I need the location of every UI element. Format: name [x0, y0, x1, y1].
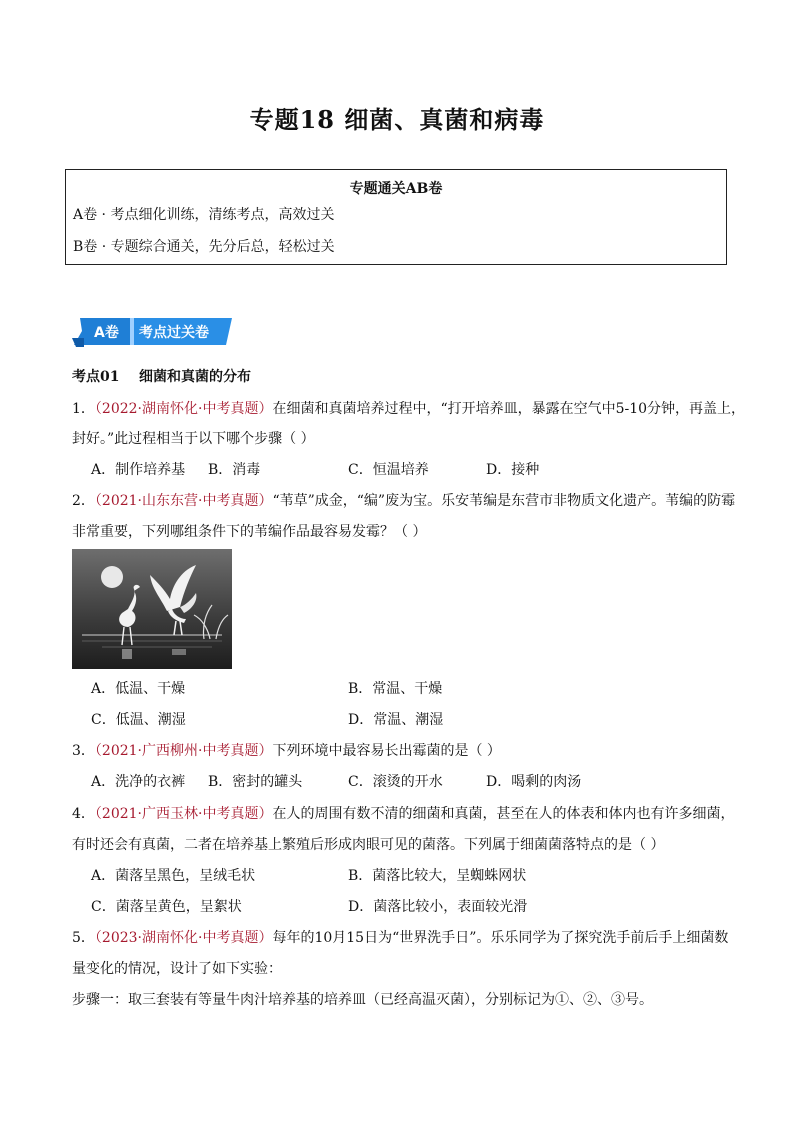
intro-box [65, 169, 727, 265]
crane-artwork-image [72, 549, 232, 669]
question-number: 5． [72, 930, 95, 946]
q1-option-a: A．制作培养基 [91, 462, 186, 478]
banner-label: 考点过关卷 [139, 325, 209, 341]
question-text: “苇草”成金，“编”废为宝。乐安苇编是东营市非物质文化遗产。苇编的防霉 [272, 493, 736, 509]
question-1-line-1 [72, 400, 745, 418]
q2-option-c: C．低温、潮湿 [91, 712, 186, 728]
intro-heading: 专题通关AB卷 [349, 181, 443, 197]
question-text: 在细菌和真菌培养过程中，“打开培养皿，暴露在空气中5-10分钟，再盖上， [272, 401, 746, 417]
intro-line-b: B卷 · 专题综合通关，先分后总，轻松过关 [73, 239, 335, 255]
question-source: （2021·广西柳州·中考真题） [94, 743, 273, 759]
q1-option-b: B．消毒 [208, 462, 261, 478]
question-source: （2021·山东东营·中考真题） [94, 493, 273, 509]
question-2-line-1 [72, 492, 735, 510]
q3-option-c: C．滚烫的开水 [348, 774, 443, 790]
q3-option-d: D．喝剩的肉汤 [486, 774, 582, 790]
question-2-line-2: 非常重要，下列哪组条件下的苇编作品最容易发霉？（ ） [72, 524, 427, 540]
q2-option-d: D．常温、潮湿 [348, 712, 444, 728]
q4-option-a: A．菌落呈黑色，呈绒毛状 [91, 868, 256, 884]
question-number: 1． [72, 401, 95, 417]
question-number: 2． [72, 493, 95, 509]
q4-option-b: B．菌落比较大，呈蜘蛛网状 [348, 868, 527, 884]
q1-option-c: C．恒温培养 [348, 462, 429, 478]
question-number: 4． [72, 806, 95, 822]
page-title: 专题18 细菌、真菌和病毒 [249, 105, 545, 134]
question-text: 下列环境中最容易长出霉菌的是（ ） [272, 743, 501, 759]
section-heading [72, 368, 251, 386]
question-text: 在人的周围有数不清的细菌和真菌，甚至在人的体表和体内也有许多细菌， [272, 806, 735, 822]
q1-option-d: D．接种 [486, 462, 540, 478]
question-source: （2021·广西玉林·中考真题） [94, 806, 273, 822]
question-4-line-2: 有时还会有真菌，二者在培养基上繁殖后形成肉眼可见的菌落。下列属于细菌菌落特点的是（ ） [72, 837, 665, 853]
question-text: 每年的10月15日为“世界洗手日”。乐乐同学为了探究洗手前后手上细菌数 [272, 930, 729, 946]
q4-option-c: C．菌落呈黄色，呈絮状 [91, 899, 242, 915]
question-1-line-2: 封好。”此过程相当于以下哪个步骤（ ） [72, 431, 315, 447]
q3-option-b: B．密封的罐头 [208, 774, 303, 790]
q4-option-d: D．菌落比较小，表面较光滑 [348, 899, 528, 915]
q2-option-a: A．低温、干燥 [91, 681, 186, 697]
question-3-line-1 [72, 742, 501, 760]
question-4-line-1 [72, 805, 734, 823]
section-title: 细菌和真菌的分布 [138, 369, 251, 385]
section-banner [72, 316, 234, 347]
q3-option-a: A．洗净的衣裤 [91, 774, 186, 790]
banner-tag: A卷 [94, 325, 119, 341]
question-5-line-2: 量变化的情况，设计了如下实验： [72, 961, 282, 977]
q2-option-b: B．常温、干燥 [348, 681, 443, 697]
section-label: 考点01 [72, 369, 120, 385]
question-5-line-3: 步骤一：取三套装有等量牛肉汁培养基的培养皿（已经高温灭菌），分别标记为①、②、③号。 [72, 992, 653, 1008]
question-source: （2023·湖南怀化·中考真题） [94, 930, 273, 946]
intro-line-a: A卷 · 考点细化训练，清练考点，高效过关 [73, 207, 335, 223]
question-5-line-1 [72, 929, 728, 947]
question-number: 3． [72, 743, 95, 759]
question-source: （2022·湖南怀化·中考真题） [94, 401, 273, 417]
